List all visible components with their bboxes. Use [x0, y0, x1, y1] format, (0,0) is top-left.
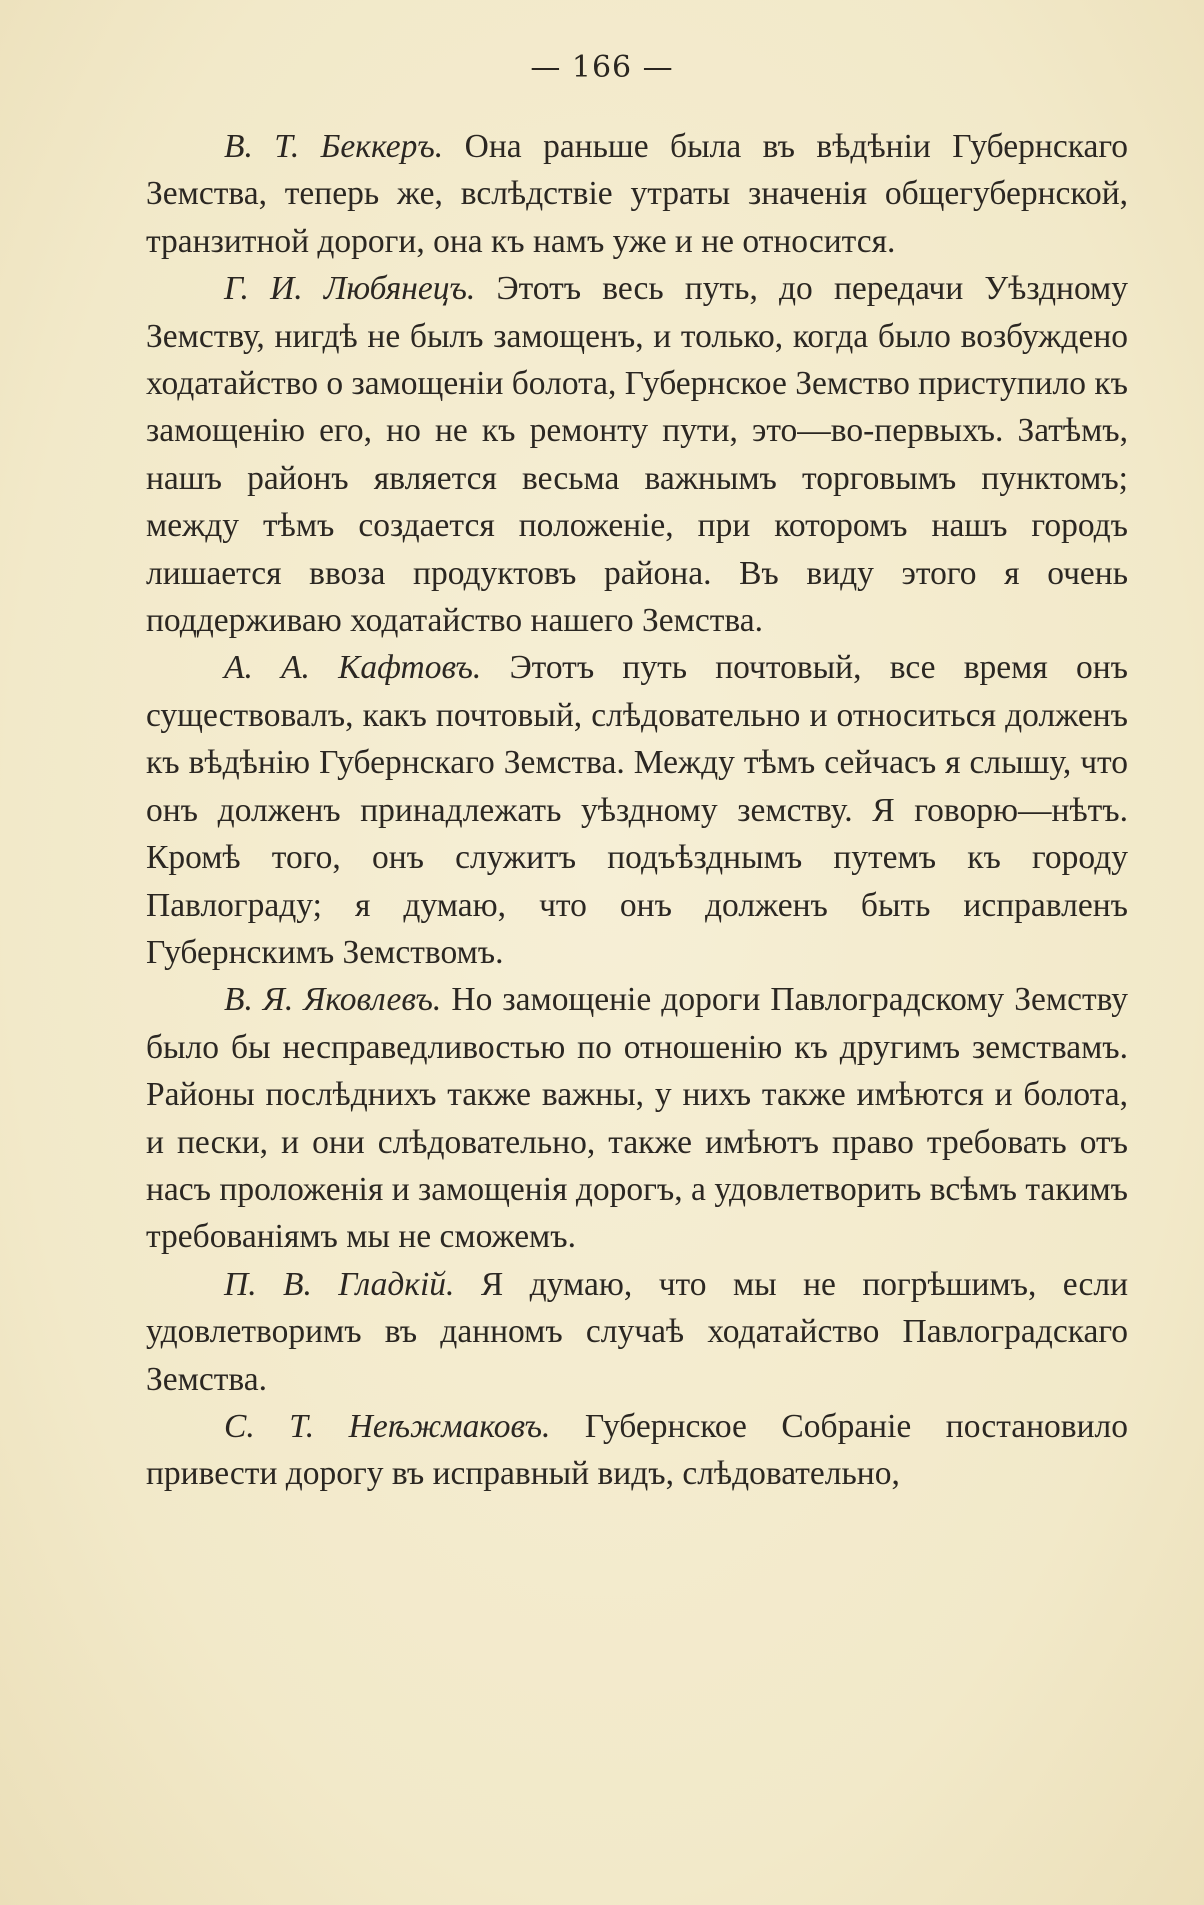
- speech-paragraph: [146, 123, 1128, 265]
- speaker-name: П. В. Гладкій.: [224, 1265, 455, 1303]
- speaker-name: С. Т. Неѣжмаковъ.: [224, 1407, 551, 1445]
- speech-paragraph: [146, 1403, 1128, 1498]
- speech-paragraph: [146, 644, 1128, 976]
- speaker-name: А. А. Кафтовъ.: [224, 649, 482, 687]
- speaker-name: В. Я. Яковлевъ.: [224, 981, 442, 1019]
- speech-text: Она раньше была въ вѣдѣніи Губернскаго Земства, теперь же, вслѣдствіе утраты значенія общегубернской, транзитной дороги, она къ намъ уже и не относится.: [146, 128, 1128, 260]
- speaker-name: Г. И. Любянецъ.: [224, 270, 476, 308]
- speech-text: Но замощеніе дороги Павлоградскому Земству было бы несправедливостью по отношенію къ другимъ земствамъ. Районы послѣднихъ также важны, у нихъ также имѣются и болота, и пески, и они слѣдовательно, также имѣютъ право требовать отъ насъ проложенія и замощенія дорогъ, а удовлетворить всѣмъ такимъ требованіямъ мы не сможемъ.: [146, 981, 1129, 1256]
- speech-paragraph: [146, 265, 1128, 644]
- speech-text: Я думаю, что мы не погрѣшимъ, если удовлетворимъ въ данномъ случаѣ ходатайство Павлоградскаго Земства.: [146, 1265, 1129, 1398]
- speaker-name: В. Т. Беккеръ.: [224, 128, 444, 165]
- page-number: — 166 —: [530, 50, 674, 85]
- speech-text: Губернское Собраніе постановило привести дорогу въ исправный видъ, слѣдовательно,: [146, 1407, 1128, 1493]
- speech-text: Этотъ весь путь, до передачи Уѣздному Земству, нигдѣ не былъ замощенъ, и только, когда было возбуждено ходатайство о замощеніи болота, Губернское Земство приступило къ замощенію его, но не къ ремонту пути, это—во-первыхъ. Затѣмъ, нашъ районъ является весьма важнымъ торговымъ пунктомъ; между тѣмъ создается положеніе, при которомъ нашъ городъ лишается ввоза продуктовъ района. Въ виду этого я очень поддерживаю ходатайство нашего Земства.: [146, 270, 1129, 640]
- speech-paragraph: [146, 1261, 1128, 1403]
- speech-text: Этотъ путь почтовый, все время онъ существовалъ, какъ почтовый, слѣдовательно и относиться долженъ къ вѣдѣнію Губернскаго Земства. Между тѣмъ сейчасъ я слышу, что онъ долженъ принадлежать уѣздному земству. Я говорю—нѣтъ. Кромѣ того, онъ служитъ подъѣзднымъ путемъ къ городу Павлограду; я думаю, что онъ долженъ быть исправленъ Губернскимъ Земствомъ.: [146, 649, 1129, 971]
- document-body: [146, 123, 1128, 1498]
- speech-paragraph: [146, 976, 1128, 1260]
